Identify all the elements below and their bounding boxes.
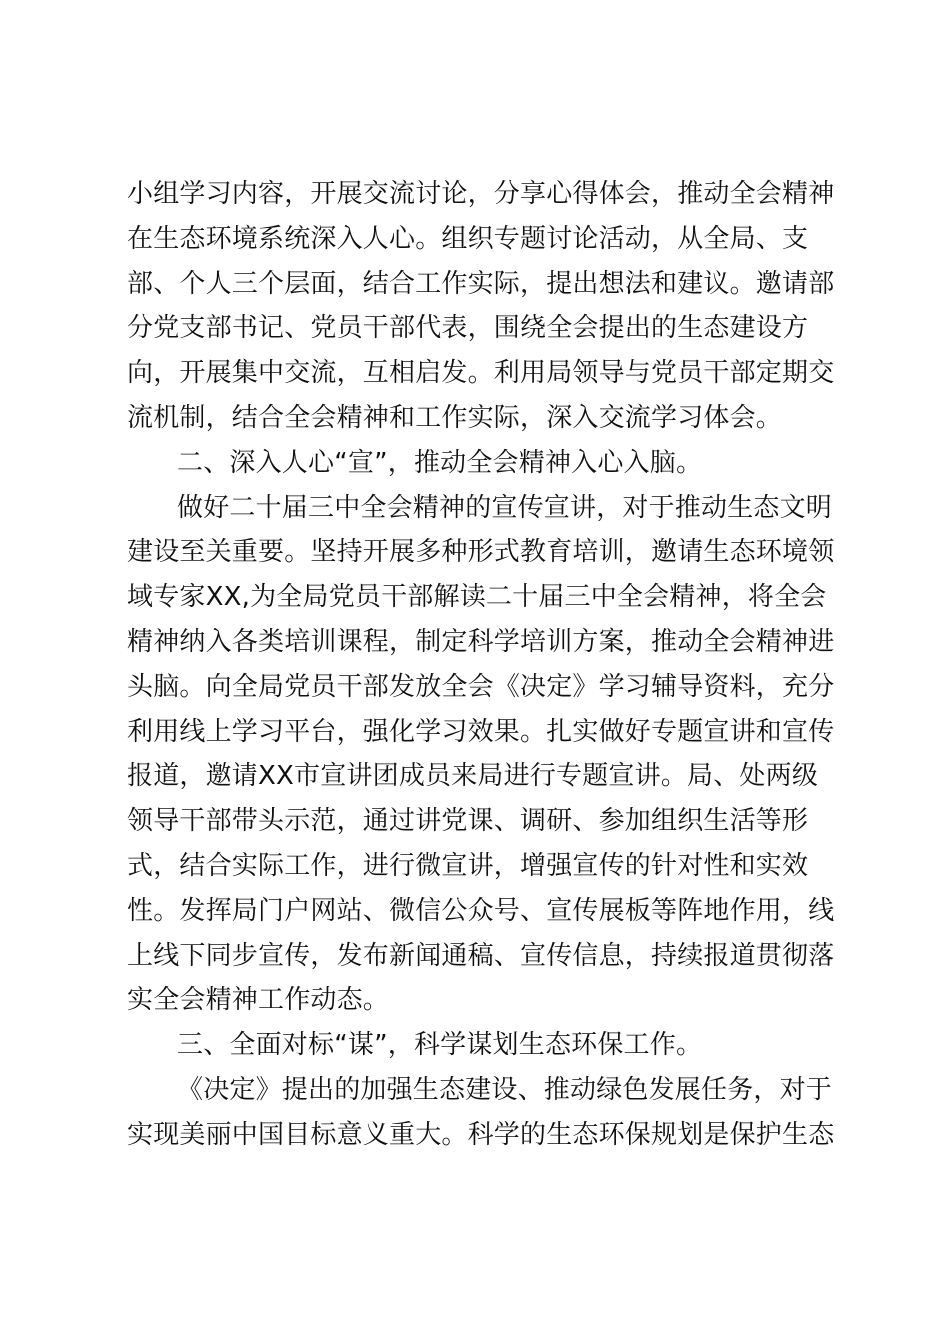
text-line: 头脑。向全局党员干部发放全会《决定》学习辅导资料，充分 [127, 671, 835, 702]
paragraph-start: 《决定》提出的加强生态建设、推动绿色发展任务，对于 [177, 1074, 833, 1105]
text-line: 式，结合实际工作，进行微宣讲，增强宣传的针对性和实效 [127, 850, 809, 881]
text-line: 领导干部带头示范，通过讲党课、调研、参加组织生活等形 [127, 806, 809, 837]
paragraph-start: 做好二十届三中全会精神的宣传宣讲，对于推动生态文明 [177, 492, 833, 523]
text-line: 部、个人三个层面，结合工作实际，提出想法和建议。邀请部 [127, 268, 835, 299]
section-heading: 三、全面对标“谋”，科学谋划生态环保工作。 [177, 1030, 703, 1061]
text-line: 利用线上学习平台，强化学习效果。扎实做好专题宣讲和宣传 [127, 716, 835, 747]
text-line: 实现美丽中国目标意义重大。科学的生态环保规划是保护生态 [127, 1119, 835, 1150]
text-line: 实全会精神工作动态。 [127, 985, 390, 1016]
text-line: 小组学习内容，开展交流讨论，分享心得体会，推动全会精神 [127, 179, 835, 209]
body-text [127, 172, 835, 1158]
text-line: 精神纳入各类培训课程，制定科学培训方案，推动全会精神进 [127, 626, 835, 657]
text-line: 分党支部书记、党员干部代表，围绕全会提出的生态建设方 [127, 313, 809, 344]
text-line: 上线下同步宣传，发布新闻通稿、宣传信息，持续报道贯彻落 [127, 940, 835, 971]
text-line: 报道，邀请XX市宣讲团成员来局进行专题宣讲。局、处两级 [127, 761, 819, 792]
text-line: 向，开展集中交流，互相启发。利用局领导与党员干部定期交 [127, 358, 835, 389]
text-line: 建设至关重要。坚持开展多种形式教育培训，邀请生态环境领 [127, 537, 835, 568]
text-line: 在生态环境系统深入人心。组织专题讨论活动，从全局、支 [127, 223, 809, 254]
text-line: 域专家XX,为全局党员干部解读二十届三中全会精神，将全会 [127, 582, 827, 613]
text-line: 流机制，结合全会精神和工作实际，深入交流学习体会。 [127, 402, 783, 433]
text-line: 性。发挥局门户网站、微信公众号、宣传展板等阵地作用，线 [127, 895, 835, 926]
section-heading: 二、深入人心“宣”，推动全会精神入心入脑。 [177, 447, 703, 478]
